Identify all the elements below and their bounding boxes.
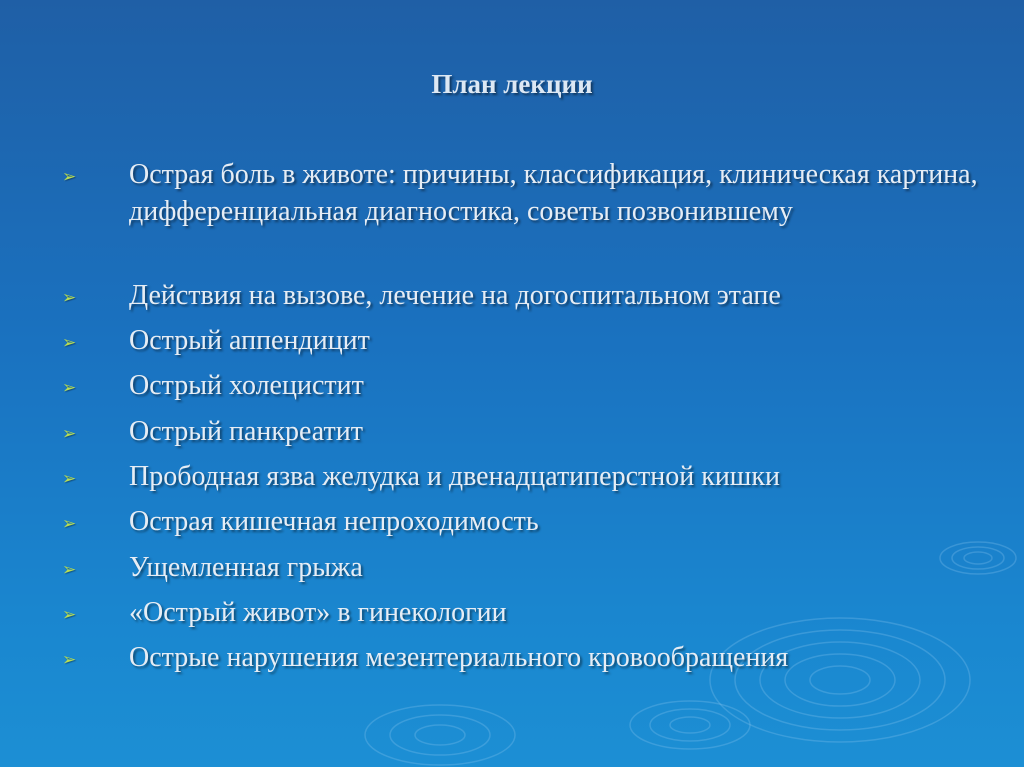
arrow-bullet-icon: ➢	[62, 424, 77, 444]
list-item-text: Острая кишечная непроходимость	[129, 506, 539, 537]
arrow-bullet-icon: ➢	[62, 378, 77, 398]
list-item-text: Ущемленная грыжа	[129, 552, 363, 583]
list-item-text: Острые нарушения мезентериального кровообращения	[129, 642, 789, 673]
list-item-text: Острый аппендицит	[129, 325, 370, 356]
list-item-text: «Острый живот» в гинекологии	[129, 597, 507, 628]
arrow-bullet-icon: ➢	[62, 560, 77, 580]
list-item-text: Действия на вызове, лечение на догоспитальном этапе	[129, 280, 781, 311]
arrow-bullet-icon: ➢	[62, 288, 77, 308]
slide-title: План лекции	[431, 69, 593, 99]
list-item-text: Острый панкреатит	[129, 416, 363, 447]
arrow-bullet-icon: ➢	[62, 650, 77, 670]
arrow-bullet-icon: ➢	[62, 469, 77, 489]
arrow-bullet-icon: ➢	[62, 514, 77, 534]
arrow-bullet-icon: ➢	[62, 605, 77, 625]
list-item-text: Острый холецистит	[129, 370, 364, 401]
list-item-text: Острая боль в животе: причины, классификация, клиническая картина, дифференциальная диагностика, советы позвонившему	[129, 159, 978, 227]
list-item-text: Прободная язва желудка и двенадцатиперстной кишки	[129, 461, 780, 492]
arrow-bullet-icon: ➢	[62, 333, 77, 353]
arrow-bullet-icon: ➢	[62, 167, 77, 187]
